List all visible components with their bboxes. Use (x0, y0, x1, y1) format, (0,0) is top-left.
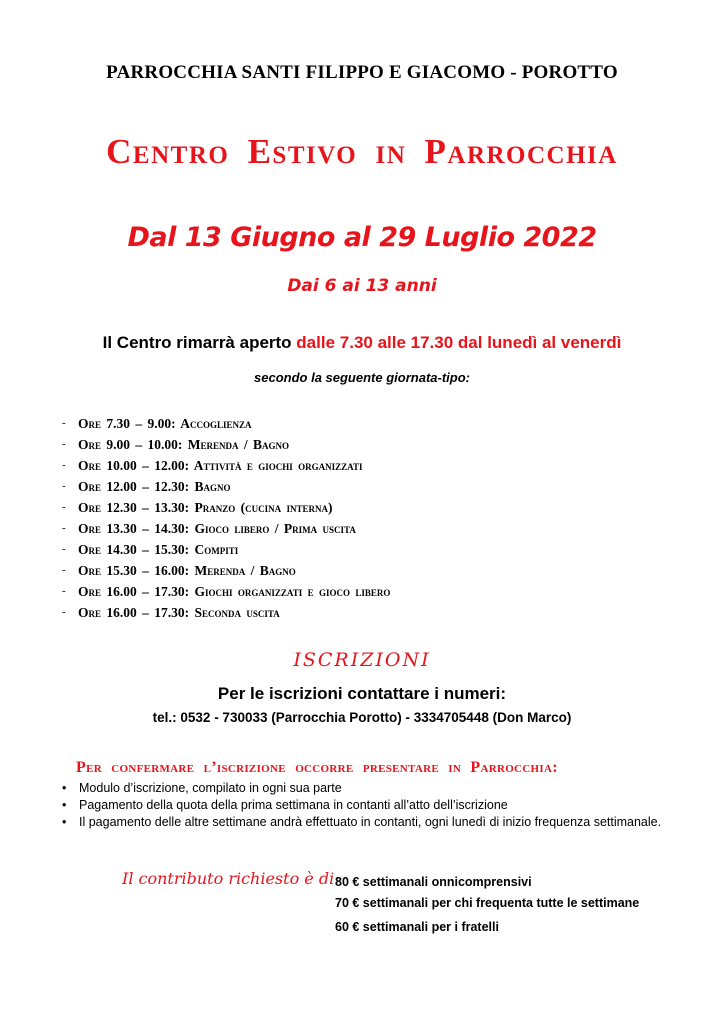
dash-marker: - (62, 543, 66, 555)
schedule-item: - Ore 12.00 – 12.30: Bagno (62, 476, 390, 497)
typical-day-caption: secondo la seguente giornata-tipo: (254, 370, 470, 385)
bullet-icon: • (62, 781, 67, 795)
opening-hours (0, 333, 724, 353)
contribution-label: Il contributo richiesto è di: (122, 869, 340, 888)
dash-marker: - (62, 585, 66, 597)
bullet-icon: • (62, 798, 67, 812)
dash-marker: - (62, 438, 66, 450)
schedule-item: - Ore 10.00 – 12.00: Attività e giochi organizzati (62, 455, 390, 476)
enrollment-heading: ISCRIZIONI (293, 649, 431, 671)
dash-marker: - (62, 522, 66, 534)
schedule-item: - Ore 12.30 – 13.30: Pranzo (cucina interna) (62, 497, 390, 518)
daily-schedule (62, 413, 390, 623)
confirm-heading: Per confermare l’iscrizione occorre presentare in Parrocchia: (76, 759, 558, 776)
fee-line: 70 € settimanali per chi frequenta tutte le settimane (335, 896, 640, 910)
age-range: Dai 6 ai 13 anni (287, 276, 437, 296)
schedule-item: - Ore 13.30 – 14.30: Gioco libero / Prima uscita (62, 518, 390, 539)
schedule-item: - Ore 15.30 – 16.00: Merenda / Bagno (62, 560, 390, 581)
requirement-item: • Il pagamento delle altre settimane andrà effettuato in contanti, ogni lunedì di inizio frequenza settimanale. (62, 815, 662, 829)
schedule-item: - Ore 16.00 – 17.30: Seconda uscita (62, 602, 390, 623)
schedule-item: - Ore 14.30 – 15.30: Compiti (62, 539, 390, 560)
dash-marker: - (62, 417, 66, 429)
requirement-item: • Pagamento della quota della prima settimana in contanti all’atto dell’iscrizione (62, 798, 508, 812)
schedule-item: - Ore 16.00 – 17.30: Giochi organizzati e gioco libero (62, 581, 390, 602)
requirement-item: • Modulo d’iscrizione, compilato in ogni sua parte (62, 781, 342, 795)
page-title: Centro Estivo in Parrocchia (106, 132, 618, 171)
contact-line: Per le iscrizioni contattare i numeri: (217, 684, 507, 703)
parish-name: PARROCCHIA SANTI FILIPPO E GIACOMO - POROTTO (106, 62, 618, 83)
schedule-item: - Ore 7.30 – 9.00: Accoglienza (62, 413, 390, 434)
fee-line: 60 € settimanali per i fratelli (335, 920, 499, 934)
opening-hours-highlight: dalle 7.30 alle 17.30 dal lunedì al venerdì (296, 333, 622, 352)
dash-marker: - (62, 501, 66, 513)
dash-marker: - (62, 606, 66, 618)
opening-hours-prefix: Il Centro rimarrà aperto (102, 333, 297, 352)
bullet-icon: • (62, 815, 67, 829)
dash-marker: - (62, 459, 66, 471)
dash-marker: - (62, 480, 66, 492)
dash-marker: - (62, 564, 66, 576)
date-range: Dal 13 Giugno al 29 Luglio 2022 (127, 222, 597, 253)
phone-numbers: tel.: 0532 - 730033 (Parrocchia Porotto) - 3334705448 (Don Marco) (152, 710, 572, 725)
fee-line: 80 € settimanali onnicomprensivi (335, 875, 532, 889)
requirements-list (62, 780, 682, 831)
schedule-item: - Ore 9.00 – 10.00: Merenda / Bagno (62, 434, 390, 455)
